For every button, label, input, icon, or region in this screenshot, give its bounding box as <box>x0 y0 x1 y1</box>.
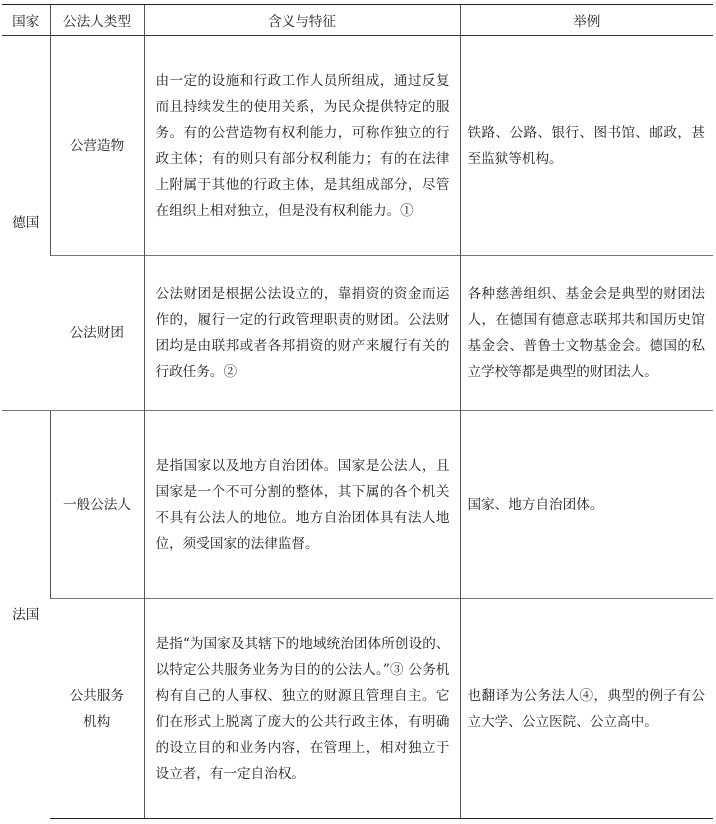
table-row <box>2 256 713 411</box>
type-cell: 公法财团 <box>50 256 144 411</box>
meaning-cell: 是指“为国家及其辖下的地域统治团体所创设的、以特定公共服务业务为目的的公法人。”③ 公务机构有自己的人事权、独立的财源且管理自主。它们在形式上脱离了庞大的公共行政主体，有明确的设立目的和业务内容，在管理上，相对独立于设立者，有一定自治权。 <box>144 599 460 819</box>
type-line-2: 机构 <box>83 713 111 730</box>
example-cell: 铁路、公路、银行、图书馆、邮政，甚至监狱等机构。 <box>460 36 713 256</box>
meaning-cell: 由一定的设施和行政工作人员所组成，通过反复而且持续发生的使用关系，为民众提供特定的服务。有的公营造物有权利能力，可称作独立的行政主体；有的则只有部分权利能力；有的在法律上附属于其他的行政主体，是其组成部分，尽管在组织上相对独立，但是没有权利能力。① <box>144 36 460 256</box>
header-meaning: 含义与特征 <box>144 5 460 36</box>
header-row <box>2 5 713 36</box>
meaning-cell: 公法财团是根据公法设立的，靠捐资的资金而运作的，履行一定的行政管理职责的财团。公法财团均是由联邦或者各邦捐资的财产来履行有关的行政任务。② <box>144 256 460 411</box>
table-row <box>2 599 713 819</box>
public-legal-person-table <box>2 4 713 819</box>
example-cell: 国家、地方自治团体。 <box>460 411 713 599</box>
example-cell: 也翻译为公务法人④，典型的例子有公立大学、公立医院、公立高中。 <box>460 599 713 819</box>
header-type: 公法人类型 <box>50 5 144 36</box>
table-row <box>2 411 713 599</box>
meaning-cell: 是指国家以及地方自治团体。国家是公法人，且国家是一个不可分割的整体，其下属的各个机关不具有公法人的地位。地方自治团体具有法人地位，须受国家的法律监督。 <box>144 411 460 599</box>
table-row <box>2 36 713 256</box>
header-example: 举例 <box>460 5 713 36</box>
type-cell: 一般公法人 <box>50 411 144 599</box>
country-cell-france: 法国 <box>2 411 50 819</box>
type-cell: 公营造物 <box>50 36 144 256</box>
type-cell <box>50 599 144 819</box>
country-cell-germany: 德国 <box>2 36 50 411</box>
type-line-1: 公共服务 <box>69 687 124 704</box>
header-country: 国家 <box>2 5 50 36</box>
example-cell: 各种慈善组织、基金会是典型的财团法人，在德国有德意志联邦共和国历史馆基金会、普鲁士文物基金会。德国的私立学校等都是典型的财团法人。 <box>460 256 713 411</box>
